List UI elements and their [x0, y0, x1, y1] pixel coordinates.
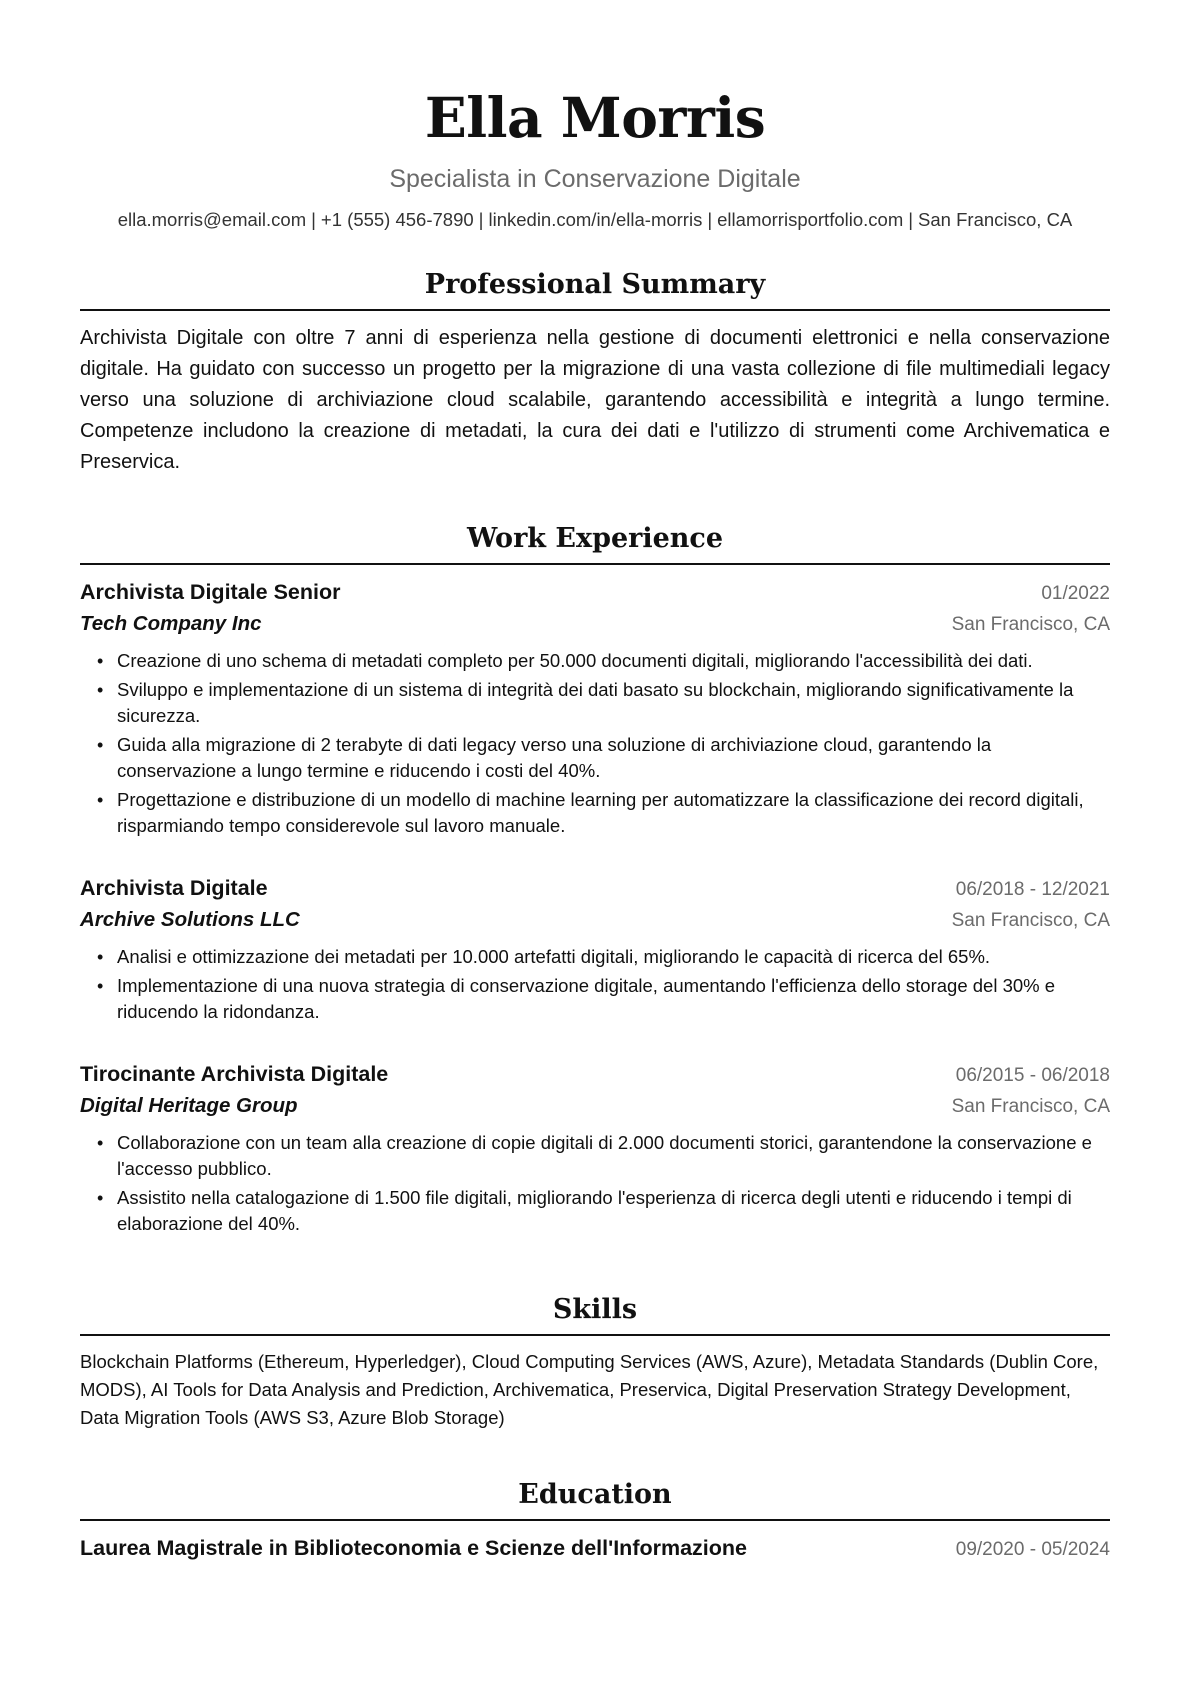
job-header	[80, 577, 1110, 609]
summary-heading: Professional Summary	[80, 268, 1110, 311]
education-entry	[80, 1533, 1110, 1565]
education-degree: Laurea Magistrale in Biblioteconomia e Scienze dell'Informazione	[80, 1536, 747, 1560]
skills-heading: Skills	[80, 1293, 1110, 1336]
job-entry	[80, 577, 1110, 839]
contact-separator: |	[478, 209, 484, 230]
contact-separator: |	[908, 209, 914, 230]
job-entry	[80, 873, 1110, 1025]
contact-separator: |	[311, 209, 316, 230]
candidate-name: Ella Morris	[424, 85, 766, 150]
contact-portfolio[interactable]: ellamorrisportfolio.com	[717, 209, 904, 230]
summary-text: Archivista Digitale con oltre 7 anni di esperienza nella gestione di documenti elettronici e nella conservazione digitale. Ha guidato con successo un progetto per la migrazione di una vasta collezione di file multimediali legacy verso una soluzione di archiviazione cloud scalabile, garantendo accessibilità e integrità a lungo termine. Competenze includono la creazione di metadati, la cura dei dati e l'utilizzo di strumenti come Archivematica e Preservica.	[80, 327, 1110, 473]
job-bullet: • Guida alla migrazione di 2 terabyte di dati legacy verso una soluzione di archiviazione cloud, garantendo la conservazione a lungo termine e riducendo i costi del 40%.	[117, 732, 1110, 784]
job-bullet: • Analisi e ottimizzazione dei metadati per 10.000 artefatti digitali, migliorando le capacità di ricerca del 65%.	[117, 944, 1110, 970]
contact-phone[interactable]: +1 (555) 456-7890	[320, 209, 474, 230]
job-company: Digital Heritage Group	[80, 1094, 298, 1117]
job-location: San Francisco, CA	[951, 1096, 1110, 1117]
contact-separator: |	[707, 209, 713, 230]
job-subheader	[80, 609, 1110, 640]
education-section	[80, 1478, 1110, 1565]
contact-linkedin[interactable]: linkedin.com/in/ella-morris	[488, 209, 703, 230]
job-title: Archivista Digitale	[80, 876, 268, 900]
job-bullets	[80, 648, 1110, 839]
job-date: 06/2018 - 12/2021	[955, 879, 1110, 900]
experience-section	[80, 522, 1110, 1237]
contact-location: San Francisco, CA	[918, 209, 1073, 230]
job-date: 06/2015 - 06/2018	[955, 1065, 1110, 1086]
job-header	[80, 873, 1110, 905]
job-company: Archive Solutions LLC	[80, 908, 300, 931]
job-title: Tirocinante Archivista Digitale	[80, 1062, 389, 1086]
education-date: 09/2020 - 05/2024	[955, 1539, 1110, 1560]
job-subheader	[80, 1091, 1110, 1122]
summary-section	[80, 268, 1110, 478]
job-header	[80, 1059, 1110, 1091]
job-location: San Francisco, CA	[951, 614, 1110, 635]
job-title: Archivista Digitale Senior	[80, 580, 341, 604]
experience-heading: Work Experience	[80, 522, 1110, 565]
job-bullet: • Assistito nella catalogazione di 1.500 file digitali, migliorando l'esperienza di ricerca degli utenti e riducendo i tempi di elaborazione del 40%.	[117, 1185, 1110, 1237]
job-bullets	[80, 944, 1110, 1025]
job-date: 01/2022	[1041, 583, 1110, 604]
skills-text: Blockchain Platforms (Ethereum, Hyperledger), Cloud Computing Services (AWS, Azure), Metadata Standards (Dublin Core, MODS), AI Tools for Data Analysis and Prediction, Archivematica, Preservica, Digital Preservation Strategy Development, Data Migration Tools (AWS S3, Azure Blob Storage)	[80, 1351, 1099, 1428]
job-bullet: • Implementazione di una nuova strategia di conservazione digitale, aumentando l'efficienza dello storage del 30% e riducendo la ridondanza.	[117, 973, 1110, 1025]
job-entry	[80, 1059, 1110, 1237]
job-bullet: • Sviluppo e implementazione di un sistema di integrità dei dati basato su blockchain, migliorando significativamente la sicurezza.	[117, 677, 1110, 729]
candidate-headline: Specialista in Conservazione Digitale	[389, 165, 801, 193]
job-subheader	[80, 905, 1110, 936]
contact-line	[80, 208, 1110, 232]
job-company: Tech Company Inc	[80, 612, 262, 635]
job-bullets	[80, 1130, 1110, 1237]
skills-section	[80, 1293, 1110, 1432]
education-heading: Education	[80, 1478, 1110, 1521]
job-bullet: • Creazione di uno schema di metadati completo per 50.000 documenti digitali, migliorando l'accessibilità dei dati.	[117, 648, 1110, 674]
contact-email[interactable]: ella.morris@email.com	[117, 209, 307, 230]
job-bullet: • Collaborazione con un team alla creazione di copie digitali di 2.000 documenti storici, garantendone la conservazione e l'accesso pubblico.	[117, 1130, 1110, 1182]
job-location: San Francisco, CA	[951, 910, 1110, 931]
job-bullet: • Progettazione e distribuzione di un modello di machine learning per automatizzare la classificazione dei record digitali, risparmiando tempo considerevole sul lavoro manuale.	[117, 787, 1110, 839]
